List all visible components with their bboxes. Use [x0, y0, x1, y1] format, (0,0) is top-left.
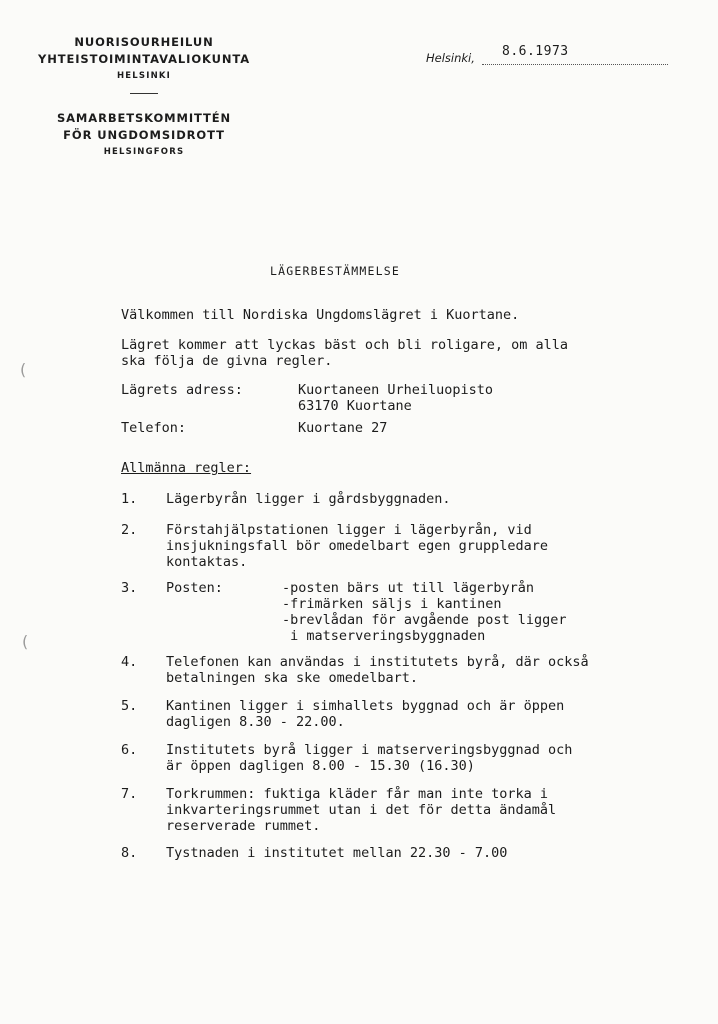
date-field [426, 45, 671, 65]
org2-line1: SAMARBETSKOMMITTÉN [56, 111, 232, 125]
rule-7-line-1: Torkrummen: fuktiga kläder får man inte torka i [166, 786, 549, 802]
letterhead-divider [130, 93, 158, 94]
intro-line-1: Lägret kommer att lyckas bäst och bli roligare, om alla [121, 337, 569, 353]
letterhead-org-finnish [28, 34, 260, 84]
phone-value: Kuortane 27 [298, 420, 388, 436]
rule-4-line-2: betalningen ska ske omedelbart. [166, 670, 418, 686]
rule-3-number: 3. [121, 580, 138, 596]
rule-2-line-1: Förstahjälpstationen ligger i lägerbyrån, vid [166, 522, 532, 538]
org2-city: HELSINGFORS [103, 147, 185, 157]
rule-2-number: 2. [121, 522, 138, 538]
rule-8-number: 8. [121, 845, 138, 861]
rule-3-line-2: -frimärken säljs i kantinen [282, 596, 502, 612]
rule-3-line-1: -posten bärs ut till lägerbyrån [282, 580, 534, 596]
org1-line1: NUORISOURHEILUN [74, 35, 214, 49]
punch-hole-mark: ( [22, 632, 29, 651]
rule-4-line-1: Telefonen kan användas i institutets byrå, där också [166, 654, 589, 670]
rule-3-line-4: i matserveringsbyggnaden [282, 628, 486, 644]
intro-line-2: ska följa de givna regler. [121, 353, 333, 369]
document-title: LÄGERBESTÄMMELSE [270, 264, 400, 278]
rule-5-line-1: Kantinen ligger i simhallets byggnad och är öppen [166, 698, 565, 714]
rule-7-line-3: reserverade rummet. [166, 818, 321, 834]
address-line-2: 63170 Kuortane [298, 398, 412, 414]
rule-5-line-2: dagligen 8.30 - 22.00. [166, 714, 345, 730]
date-dotted-line [482, 64, 668, 65]
rule-6-number: 6. [121, 742, 138, 758]
rule-6-line-2: är öppen dagligen 8.00 - 15.30 (16.30) [166, 758, 475, 774]
address-label: Lägrets adress: [121, 382, 243, 398]
rule-5-number: 5. [121, 698, 138, 714]
date-value: 8.6.1973 [502, 44, 569, 59]
welcome-text: Välkommen till Nordiska Ungdomslägret i Kuortane. [121, 307, 520, 323]
date-place: Helsinki, [426, 51, 475, 65]
org2-line2: FÖR UNGDOMSIDROTT [63, 128, 225, 142]
rule-2-line-3: kontaktas. [166, 554, 248, 570]
rule-8-line-1: Tystnaden i institutet mellan 22.30 - 7.00 [166, 845, 508, 861]
address-line-1: Kuortaneen Urheiluopisto [298, 382, 494, 398]
rule-4-number: 4. [121, 654, 138, 670]
rule-7-number: 7. [121, 786, 138, 802]
rule-6-line-1: Institutets byrå ligger i matserveringsbyggnad och [166, 742, 573, 758]
phone-label: Telefon: [121, 420, 187, 436]
org1-line2: YHTEISTOIMINTAVALIOKUNTA [37, 52, 251, 66]
rule-1-line-1: Lägerbyrån ligger i gårdsbyggnaden. [166, 491, 451, 507]
rule-2-line-2: insjukningsfall bör omedelbart egen gruppledare [166, 538, 549, 554]
punch-hole-mark: ( [20, 360, 27, 379]
org1-city: HELSINKI [116, 71, 172, 81]
rule-3-label: Posten: [166, 580, 223, 596]
letterhead-org-swedish [28, 110, 260, 160]
rule-1-number: 1. [121, 491, 138, 507]
rules-heading: Allmänna regler: [121, 460, 252, 476]
rule-3-line-3: -brevlådan för avgående post ligger [282, 612, 567, 628]
rule-7-line-2: inkvarteringsrummet utan i det för detta ändamål [166, 802, 557, 818]
